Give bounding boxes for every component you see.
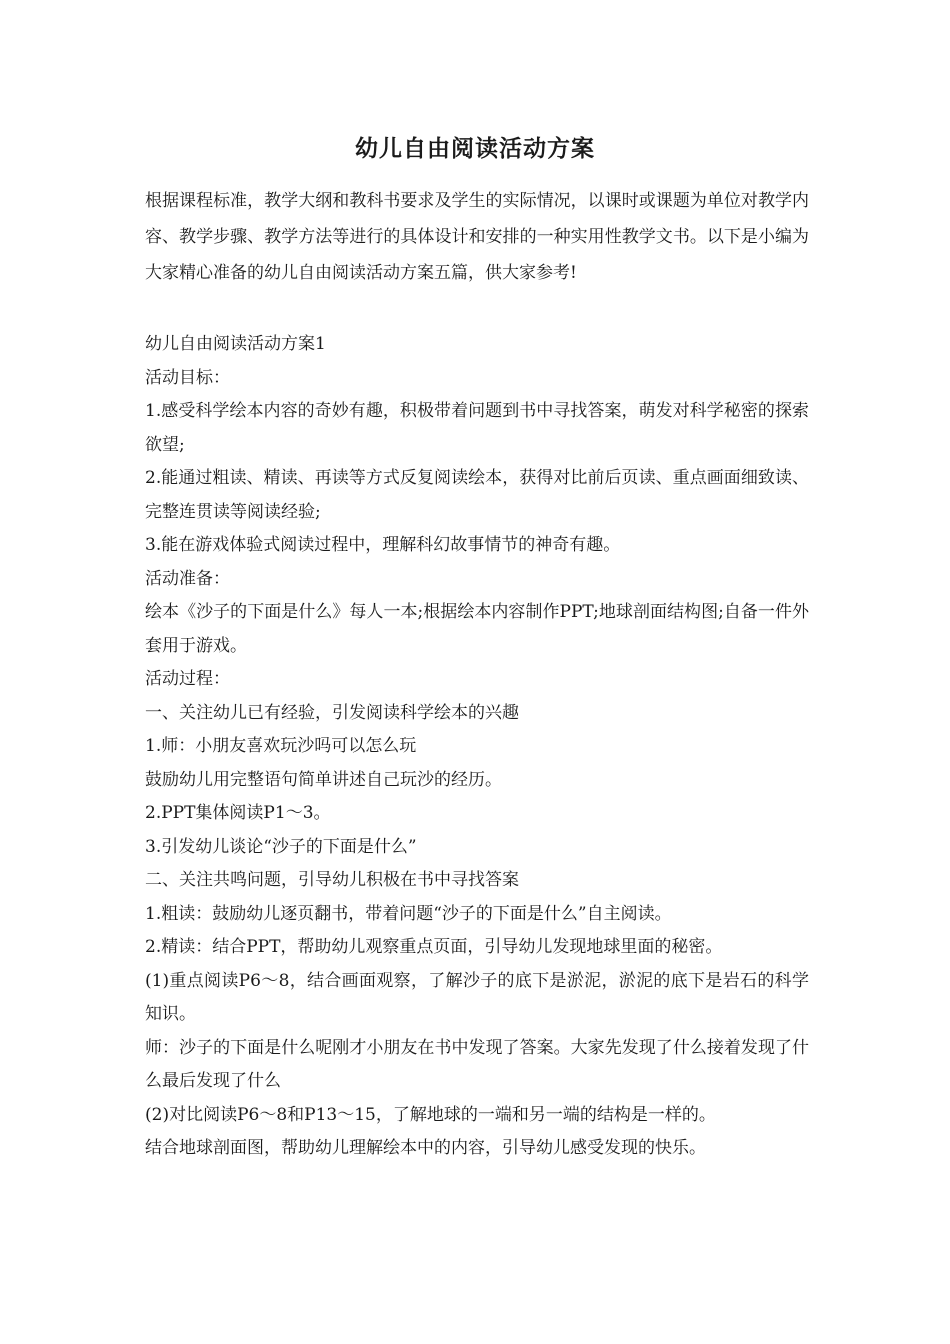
paragraph: 鼓励幼儿用完整语句简单讲述自己玩沙的经历。	[145, 769, 502, 790]
paragraph: 1.感受科学绘本内容的奇妙有趣，积极带着问题到书中寻找答案，萌发对科学秘密的探索欲望;	[145, 401, 809, 455]
document-title: 幼儿自由阅读活动方案	[355, 136, 595, 162]
paragraph: 2.精读：结合PPT，帮助幼儿观察重点页面，引导幼儿发现地球里面的秘密。	[145, 937, 723, 957]
paragraph: (2)对比阅读P6～8和P13～15，了解地球的一端和另一端的结构是一样的。	[145, 1104, 716, 1125]
subheading-goals: 活动目标：	[145, 367, 230, 388]
subheading-preparation: 活动准备：	[145, 568, 230, 589]
paragraph: 1.师：小朋友喜欢玩沙吗可以怎么玩	[145, 736, 417, 756]
paragraph: 2.能通过粗读、精读、再读等方式反复阅读绘本，获得对比前后页读、重点画面细致读、完整连贯读等阅读经验;	[145, 468, 809, 522]
paragraph: 结合地球剖面图，帮助幼儿理解绘本中的内容，引导幼儿感受发现的快乐。	[145, 1138, 706, 1158]
paragraph: 一、关注幼儿已有经验，引发阅读科学绘本的兴趣	[145, 702, 519, 723]
paragraph: 2.PPT集体阅读P1～3。	[145, 803, 331, 823]
paragraph: 师：沙子的下面是什么呢刚才小朋友在书中发现了答案。大家先发现了什么接着发现了什么最后发现了什么	[145, 1037, 809, 1091]
intro-paragraph: 根据课程标准，教学大纲和教科书要求及学生的实际情况，以课时或课题为单位对教学内容、教学步骤、教学方法等进行的具体设计和安排的一种实用性教学文书。以下是小编为大家精心准备的幼儿自由阅读活动方案五篇，供大家参考!	[145, 191, 809, 283]
paragraph: 1.粗读：鼓励幼儿逐页翻书，带着问题“沙子的下面是什么”自主阅读。	[145, 903, 672, 924]
document-body	[145, 328, 809, 1166]
paragraph: 二、关注共鸣问题，引导幼儿积极在书中寻找答案	[145, 870, 519, 890]
paragraph: 绘本《沙子的下面是什么》每人一本;根据绘本内容制作PPT;地球剖面结构图;自备一件外套用于游戏。	[145, 602, 809, 656]
paragraph: 3.能在游戏体验式阅读过程中，理解科幻故事情节的神奇有趣。	[145, 535, 621, 555]
paragraph: (1)重点阅读P6～8，结合画面观察，了解沙子的底下是淤泥，淤泥的底下是岩石的科学知识。	[145, 970, 809, 1024]
section-heading: 幼儿自由阅读活动方案1	[145, 334, 326, 354]
subheading-process: 活动过程：	[145, 669, 230, 689]
paragraph: 3.引发幼儿谈论“沙子的下面是什么”	[145, 836, 417, 857]
